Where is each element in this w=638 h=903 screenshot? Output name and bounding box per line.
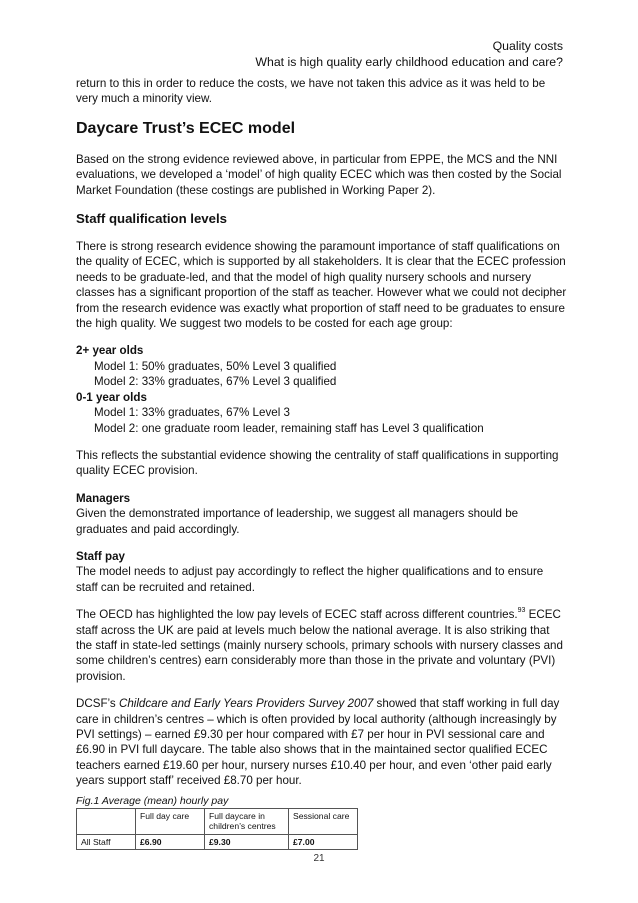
page-number: 21: [313, 853, 325, 864]
table-header-cell: [77, 808, 136, 834]
table-cell: £9.30: [205, 834, 289, 850]
group-label: 0-1 year olds: [76, 390, 147, 404]
managers-block: [76, 491, 568, 537]
section-paragraph: Based on the strong evidence reviewed above, in particular from EPPE, the MCS and the NNI evaluations, we developed a ‘model’ of high quality ECEC which was then costed by the Social Market Foundation (these costings are published in Working Paper 2).: [76, 152, 562, 197]
dcsf-prefix: DCSF’s: [76, 697, 119, 711]
group-label: 2+ year olds: [76, 344, 144, 358]
subsection-heading: Staff qualification levels: [76, 211, 227, 227]
table-header-row: [77, 808, 358, 834]
model-item: Model 1: 33% graduates, 67% Level 3: [94, 406, 290, 420]
footnote-marker: 93: [517, 607, 526, 615]
survey-title: Childcare and Early Years Providers Survey 2007: [118, 697, 374, 711]
table-header-cell: Full day care: [136, 808, 205, 834]
header-title: Quality costs: [492, 39, 563, 53]
table-header-cell: Full daycare in children’s centres: [205, 808, 289, 834]
document-body: [76, 76, 568, 850]
oecd-paragraph: [76, 607, 568, 684]
table-cell: £7.00: [289, 834, 358, 850]
model-item: Model 2: one graduate room leader, remaining staff has Level 3 qualification: [94, 421, 484, 435]
section-heading: Daycare Trust’s ECEC model: [76, 119, 296, 137]
table-row: [77, 834, 358, 850]
oecd-text: The OECD has highlighted the low pay levels of ECEC staff across different countries.: [76, 608, 518, 622]
oecd-text-continued: ECEC staff across the UK are paid at levels much below the national average. It is also striking that the staff in state-led settings (mainly nursery schools, primary schools with nursery classes and some children’s centres) earn considerably more than those in the private and voluntary (PVI) provision.: [76, 608, 563, 683]
reflects-paragraph: This reflects the substantial evidence showing the centrality of staff qualifications in supporting quality ECEC provision.: [76, 448, 559, 478]
pay-table: [76, 808, 358, 851]
managers-heading: Managers: [76, 491, 131, 505]
staff-pay-text: The model needs to adjust pay accordingly to reflect the higher qualifications and to ensure staff can be recruited and retained.: [76, 565, 544, 594]
intro-paragraph: return to this in order to reduce the costs, we have not taken this advice as it was held to be very much a minority view.: [76, 77, 546, 106]
model-item: Model 1: 50% graduates, 50% Level 3 qualified: [94, 359, 337, 373]
table-cell: £6.90: [136, 834, 205, 850]
dcsf-paragraph: [76, 696, 568, 788]
running-header: [255, 38, 563, 70]
table-header-cell: Sessional care: [289, 808, 358, 834]
figure-caption: Fig.1 Average (mean) hourly pay: [76, 794, 229, 807]
header-subtitle: What is high quality early childhood education and care?: [255, 55, 563, 69]
dcsf-text: showed that staff working in full day care in children’s centres – which is often provided by local authority (although increasingly by PVI settings) – earned £9.30 per hour compared with £7 per hour in PVI sessional care and £6.90 in PVI full daycare. The table also shows that in the maintained sector qualified ECEC teachers earned £19.60 per hour, nursery nurses £10.40 per hour, and even ‘other paid early years support staff’ received £8.70 per hour.: [76, 697, 560, 788]
subsection-paragraph: There is strong research evidence showing the paramount importance of staff qualifications on the quality of ECEC, which is supported by all stakeholders. It is clear that the ECEC profession needs to be graduate-led, and that the model of high quality nursery schools and nursery classes has a significant proportion of the staff as teacher. However what we could not decipher from the research evidence was exactly what proportion of staff need to be graduates to ensure the high quality. We suggest two models to be costed for each age group:: [76, 240, 567, 331]
staff-pay-heading: Staff pay: [76, 549, 125, 563]
staff-pay-block: [76, 549, 568, 595]
managers-text: Given the demonstrated importance of leadership, we suggest all managers should be graduates and paid accordingly.: [76, 507, 519, 536]
model-item: Model 2: 33% graduates, 67% Level 3 qualified: [94, 375, 337, 389]
models-list: [76, 343, 568, 435]
table-cell: All Staff: [77, 834, 136, 850]
